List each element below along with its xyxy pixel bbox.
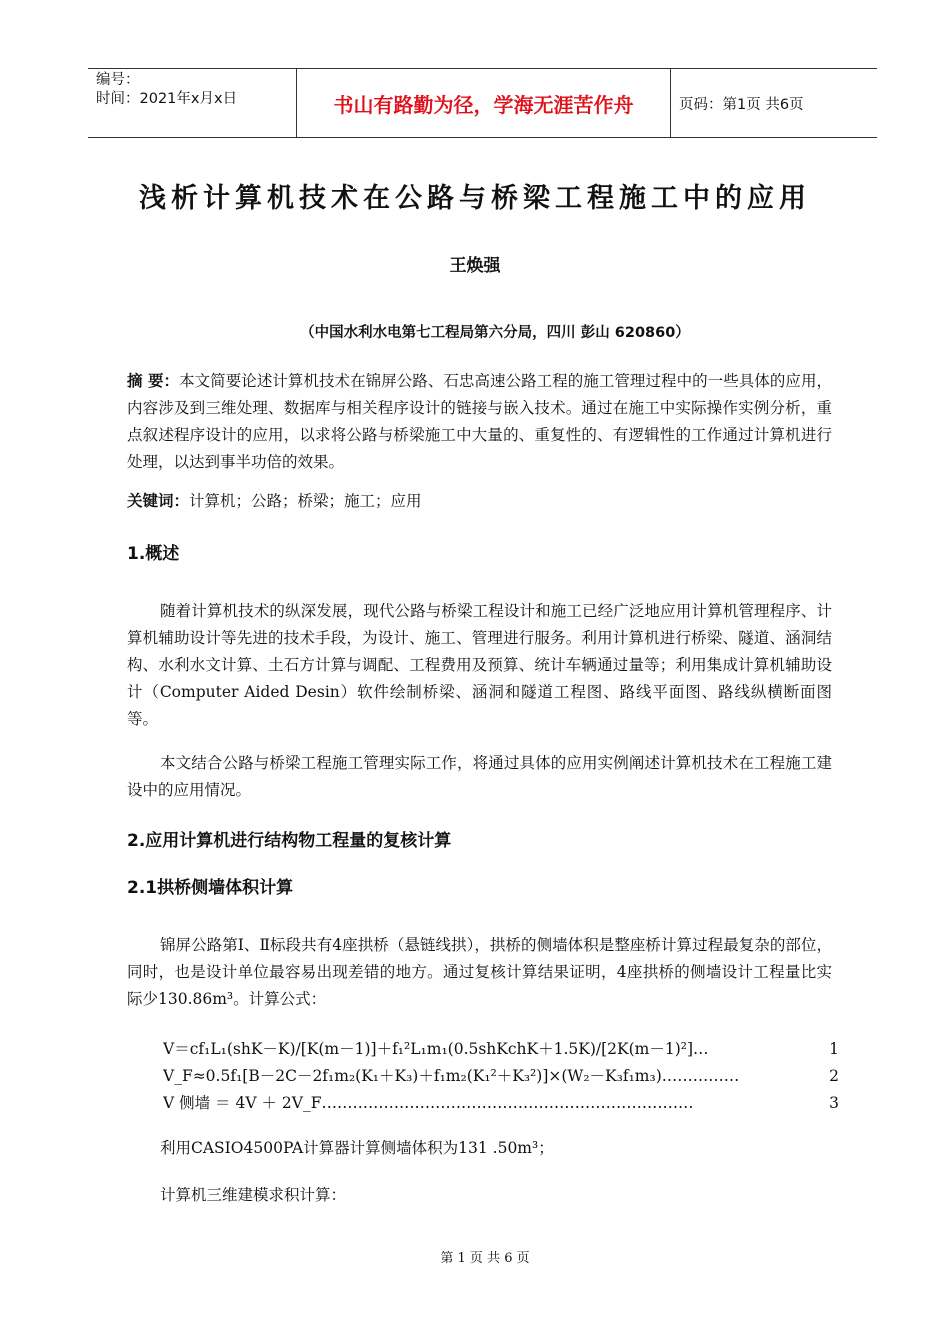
- header-meta: [88, 69, 296, 137]
- header-page-info: 页码：第1页 共6页: [679, 96, 804, 113]
- abstract-label: 摘 要：: [127, 372, 180, 390]
- abstract-text: 本文简要论述计算机技术在锦屏公路、石忠高速公路工程的施工管理过程中的一些具体的应用，内容涉及到三维处理、数据库与相关程序设计的链接与嵌入技术。通过在施工中实际操作实例分析，重点叙述程序设计的应用，以求将公路与桥梁施工中大量的、重复性的、有逻辑性的工作通过计算机进行处理，以达到事半功倍的效果。: [127, 372, 832, 471]
- section-2-paragraph-2: 利用CASIO4500PA计算器计算侧墙体积为131 .50m³；: [160, 1139, 554, 1157]
- time-label: 时间：2021年x月x日: [96, 91, 238, 107]
- number-label: 编号：: [96, 72, 140, 88]
- abstract: [127, 368, 832, 476]
- keywords-text: 计算机；公路；桥梁；施工；应用: [189, 492, 422, 510]
- formula-expression: V＝cf₁L₁(shK－K)/[K(m－1)]＋f₁²L₁m₁(0.5shKchK＋1.5K)/[2K(m－1)²]…: [163, 1040, 709, 1058]
- section-1-paragraph-2: 本文结合公路与桥梁工程施工管理实际工作，将通过具体的应用实例阐述计算机技术在工程施工建设中的应用情况。: [127, 754, 832, 799]
- formula-number: 2: [829, 1067, 839, 1085]
- formula-number: 3: [829, 1094, 839, 1112]
- header-motto: 书山有路勤为径，学海无涯苦作舟: [296, 69, 671, 137]
- affiliation: （中国水利水电第七工程局第六分局，四川 彭山 620860）: [300, 325, 690, 341]
- formula-expression: V 侧墙 ＝ 4V ＋ 2V_F………………………………………………………………: [163, 1094, 694, 1112]
- formula-line: [163, 1090, 839, 1117]
- keywords: [127, 488, 832, 515]
- section-2-paragraph-3: 计算机三维建模求积计算：: [160, 1186, 347, 1204]
- author: 王焕强: [449, 256, 501, 276]
- formula-expression: V_F≈0.5f₁[B－2C－2f₁m₂(K₁＋K₃)＋f₁m₂(K₁²＋K₃²)]×(W₂－K₃f₁m₃)……………: [163, 1067, 740, 1085]
- page-header: [88, 68, 877, 138]
- page-footer: 第 1 页 共 6 页: [440, 1251, 530, 1266]
- document-title: 浅析计算机技术在公路与桥梁工程施工中的应用: [139, 183, 811, 214]
- section-2-heading: 2.应用计算机进行结构物工程量的复核计算: [127, 831, 452, 851]
- formula-block: [163, 1036, 839, 1117]
- formula-number: 1: [829, 1040, 839, 1058]
- section-1-paragraph-1: 随着计算机技术的纵深发展，现代公路与桥梁工程设计和施工已经广泛地应用计算机管理程序、计算机辅助设计等先进的技术手段，为设计、施工、管理进行服务。利用计算机进行桥梁、隧道、涵洞结构、水利水文计算、土石方计算与调配、工程费用及预算、统计车辆通过量等；利用集成计算机辅助设计（Computer Aided Desin）软件绘制桥梁、涵洞和隧道工程图、路线平面图、路线纵横断面图等。: [127, 602, 832, 728]
- section-1-heading: 1.概述: [127, 544, 180, 564]
- section-2-paragraph-1: 锦屏公路第Ⅰ、Ⅱ标段共有4座拱桥（悬链线拱），拱桥的侧墙体积是整座桥计算过程最复杂的部位，同时，也是设计单位最容易出现差错的地方。通过复核计算结果证明，4座拱桥的侧墙设计工程量比实际少130.86m³。计算公式：: [127, 936, 832, 1008]
- formula-line: [163, 1036, 839, 1063]
- formula-line: [163, 1063, 839, 1090]
- keywords-label: 关键词：: [127, 492, 190, 510]
- section-2-1-heading: 2.1拱桥侧墙体积计算: [127, 878, 294, 898]
